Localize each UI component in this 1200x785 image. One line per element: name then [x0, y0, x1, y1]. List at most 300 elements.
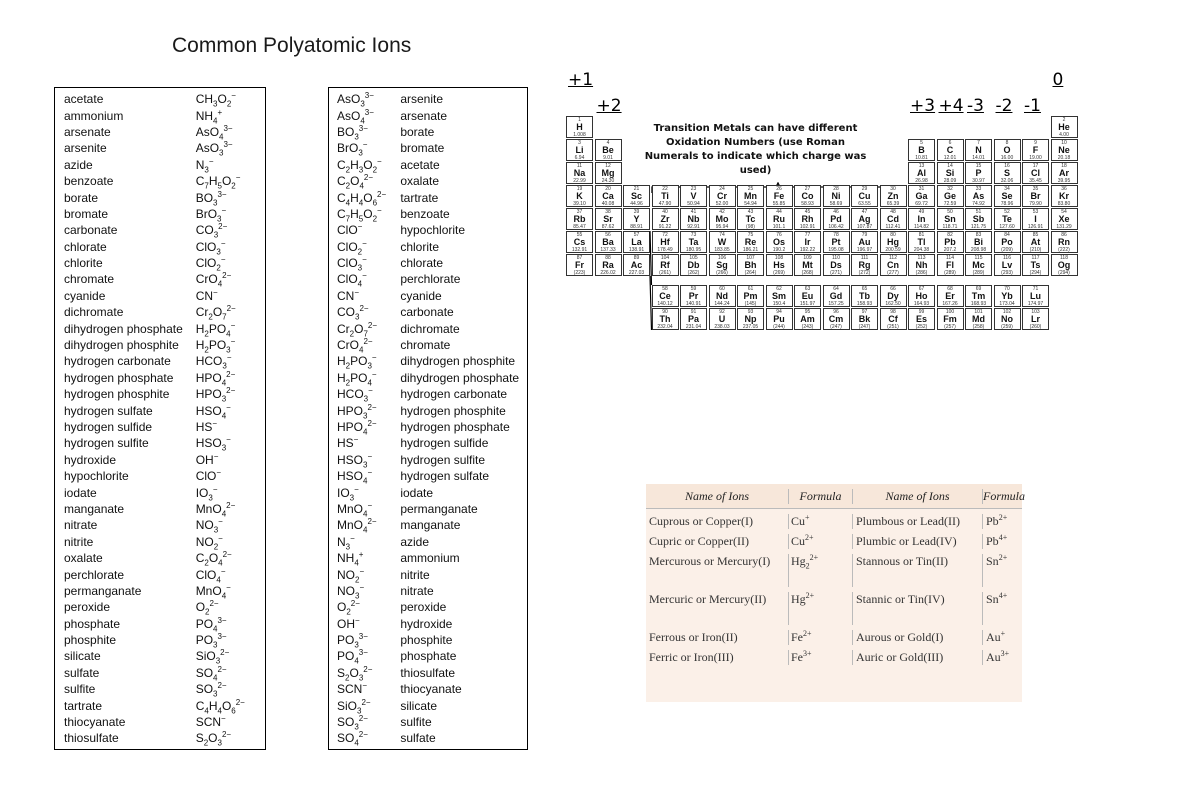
- element-symbol: As: [972, 191, 985, 201]
- ion-formula: $PO_3^{3-}$: [195, 632, 227, 650]
- atomic-mass: 58.93: [801, 201, 814, 207]
- element-sg: [709, 254, 736, 276]
- atomic-number: 55: [576, 232, 583, 238]
- atomic-mass: 192.22: [799, 247, 816, 253]
- atomic-mass: (251): [887, 324, 899, 330]
- atomic-number: 56: [605, 232, 611, 238]
- atomic-number: 91: [690, 309, 697, 315]
- element-symbol: F: [1032, 145, 1039, 155]
- element-tl: [908, 231, 935, 253]
- formula-subscript: 3: [213, 689, 218, 699]
- atomic-number: 40: [662, 209, 668, 215]
- atomic-mass: 107.87: [856, 224, 873, 230]
- ion-formula: $NO_3^-$: [337, 582, 365, 601]
- element-ra: [595, 254, 622, 276]
- formula-subscript: 3: [357, 706, 362, 716]
- element-symbol: Dy: [887, 291, 899, 301]
- atomic-number: 109: [803, 255, 812, 261]
- atomic-mass: 20.18: [1057, 155, 1071, 161]
- atomic-mass: (266): [716, 270, 728, 276]
- element-au: [851, 231, 878, 253]
- element-pr: [680, 285, 707, 307]
- atomic-mass: 39.10: [573, 201, 586, 207]
- atomic-number: 71: [1032, 286, 1039, 292]
- naming-table-header: [646, 484, 1025, 509]
- formula-subscript: 6: [231, 706, 236, 716]
- formula-subscript: 2: [205, 607, 210, 617]
- atomic-mass: (286): [915, 270, 928, 276]
- formula-subscript: 5: [217, 181, 222, 191]
- atomic-mass: 55.85: [772, 201, 786, 207]
- atomic-mass: 102.91: [799, 224, 816, 230]
- atomic-number: 9: [1034, 140, 1037, 146]
- ion-formula: $N_3^-$: [195, 156, 214, 175]
- formula-subscript: 4: [357, 279, 363, 289]
- formula-subscript: 3: [358, 673, 364, 683]
- ion-formula: $NO_2^-$: [337, 566, 365, 584]
- element-symbol: Ar: [1058, 168, 1069, 178]
- element-symbol: Sg: [716, 260, 728, 270]
- element-bi: [965, 231, 992, 253]
- ion-formula: OH−: [195, 451, 219, 467]
- ion-row: [329, 370, 527, 386]
- element-po: [994, 231, 1021, 253]
- atomic-number: 43: [747, 209, 754, 215]
- ion-row: [329, 632, 527, 648]
- element-symbol: Nd: [716, 291, 728, 301]
- atomic-number: 90: [662, 309, 668, 315]
- ion-row: [329, 730, 527, 746]
- atomic-mass: 200.59: [885, 247, 901, 253]
- element-symbol: Be: [602, 145, 614, 155]
- element-symbol: Bk: [858, 314, 871, 324]
- element-symbol: Pb: [944, 237, 956, 247]
- ion-formula: $PO_4^{3-}$: [195, 615, 227, 634]
- formula-charge: 4+: [998, 533, 1008, 542]
- ion-row: [329, 517, 527, 533]
- ion-formula: OH−: [337, 615, 360, 631]
- atomic-number: 4: [606, 140, 610, 146]
- element-db: [680, 254, 707, 276]
- ion-formula: $Pb^{4+}$: [982, 534, 1022, 549]
- atomic-mass: (262): [687, 270, 700, 276]
- element-cf: [880, 308, 907, 330]
- ion-name: hydrogen phosphite: [64, 387, 170, 402]
- element-symbol: Tm: [971, 291, 986, 301]
- ion-formula: $O_2^{2-}$: [195, 599, 219, 617]
- formula-subscript: 2: [204, 345, 209, 355]
- formula-charge: 2−: [367, 419, 377, 428]
- formula-subscript: 3: [204, 165, 209, 175]
- ion-name: thiosulfate: [400, 665, 456, 680]
- ion-name: phosphite: [64, 633, 117, 648]
- element-symbol: Tb: [859, 291, 870, 301]
- element-hs: [766, 254, 793, 276]
- atomic-mass: 4.00: [1059, 132, 1069, 138]
- ion-name: ammonium: [64, 108, 124, 123]
- formula-subscript: 4: [217, 279, 223, 289]
- element-symbol: Al: [917, 168, 926, 178]
- element-na: [566, 162, 593, 184]
- ion-row: [55, 632, 265, 648]
- element-symbol: Kr: [1058, 191, 1069, 201]
- ion-formula: $BO_3^{3-}$: [195, 189, 227, 207]
- atomic-number: 102: [1002, 309, 1012, 315]
- element-ca: [595, 185, 622, 207]
- ion-row: [329, 697, 527, 716]
- ion-formula: $IO_3^-$: [195, 484, 218, 502]
- formula-charge: −: [213, 451, 219, 461]
- atomic-number: 66: [890, 286, 896, 292]
- atomic-number: 19: [576, 186, 583, 192]
- atomic-mass: 54.94: [744, 201, 757, 207]
- ion-formula: $Cr_2O_7^{2-}$: [195, 304, 236, 322]
- element-symbol: Tc: [745, 214, 756, 224]
- element-symbol: In: [917, 214, 926, 224]
- formula-charge: −: [362, 140, 368, 150]
- formula-charge: −: [220, 566, 226, 576]
- ion-row: [55, 222, 265, 238]
- ion-formula: SCN−: [337, 681, 368, 697]
- formula-subscript: 3: [213, 640, 218, 650]
- atomic-mass: 19.00: [1029, 155, 1042, 161]
- element-symbol: Tl: [917, 237, 926, 247]
- ion-formula: $Au^{3+}$: [982, 650, 1022, 665]
- element-mt: [794, 254, 821, 276]
- element-symbol: Mo: [715, 214, 729, 224]
- ion-formula: $C_7H_5O_2^-$: [337, 205, 382, 224]
- formula-subscript: 2: [216, 263, 221, 273]
- ion-formula: Cu+: [788, 514, 852, 529]
- atomic-number: 97: [861, 309, 868, 315]
- element-symbol: Rf: [660, 260, 670, 270]
- formula-subscript: 7: [204, 181, 209, 191]
- ion-row: [55, 189, 265, 205]
- formula-subscript: 4: [345, 197, 351, 207]
- element-zr: [652, 208, 679, 230]
- element-fr: [566, 254, 593, 276]
- element-ce: [652, 285, 679, 307]
- formula-charge: 2−: [226, 369, 236, 379]
- formula-charge: 2−: [226, 304, 236, 314]
- ion-formula: $SO_4^{2-}$: [337, 730, 368, 748]
- atomic-mass: (252): [915, 324, 928, 330]
- atomic-number: 114: [946, 255, 954, 261]
- atomic-mass: (244): [773, 324, 785, 330]
- element-symbol: Ta: [688, 237, 699, 247]
- formula-charge: 2−: [235, 697, 245, 707]
- formula-charge: 2−: [209, 599, 219, 609]
- ion-name: dihydrogen phosphite: [400, 354, 516, 369]
- formula-charge: −: [230, 337, 236, 347]
- formula-subscript: 2: [231, 181, 236, 191]
- atomic-number: 22: [662, 186, 668, 192]
- element-symbol: Ne: [1058, 145, 1070, 155]
- atomic-number: 14: [947, 163, 953, 169]
- atomic-number: 26: [776, 186, 782, 192]
- ion-name: hydroxide: [400, 616, 453, 631]
- atomic-mass: 14.01: [972, 155, 985, 161]
- element-o: [994, 139, 1021, 161]
- formula-charge: −: [362, 681, 368, 691]
- ion-formula: ClO$_3$−: [195, 238, 226, 257]
- header-formula: Formula: [788, 489, 852, 504]
- ion-row: [329, 681, 527, 697]
- atomic-number: 44: [776, 209, 782, 215]
- page-title: Common Polyatomic Ions: [172, 34, 412, 57]
- element-he: [1051, 116, 1078, 138]
- element-symbol: Nb: [687, 214, 700, 224]
- element-fl: [937, 254, 964, 276]
- element-symbol: Sr: [603, 214, 613, 224]
- atomic-number: 12: [605, 163, 611, 169]
- ion-row: [329, 271, 527, 287]
- atomic-number: 16: [1004, 163, 1010, 169]
- element-be: [595, 139, 622, 161]
- atomic-mass: 173.04: [999, 301, 1015, 307]
- ion-name: Plumbic or Lead(IV): [852, 534, 982, 549]
- element-symbol: Ce: [659, 291, 671, 301]
- element-symbol: Db: [687, 260, 700, 270]
- ion-name: permanganate: [64, 583, 142, 598]
- charge-label-group-18: 0: [1052, 70, 1064, 90]
- element-symbol: Hg: [887, 237, 899, 247]
- ion-formula: $Hg^{2+}$: [788, 592, 852, 625]
- ion-formula: ClO$_2$−: [195, 255, 226, 273]
- ion-formula: $PO_3^{3-}$: [337, 632, 368, 650]
- formula-subscript: 2: [203, 738, 209, 748]
- atomic-mass: 140.91: [685, 301, 702, 307]
- ion-formula: ClO$_3$−: [337, 255, 367, 273]
- element-symbol: U: [718, 314, 726, 324]
- atomic-number: 92: [719, 309, 725, 315]
- atomic-number: 116: [1003, 255, 1011, 261]
- header-name-of-ions-2: Name of Ions: [852, 489, 982, 504]
- formula-charge: −: [231, 91, 236, 101]
- element-symbol: Cl: [1031, 168, 1040, 178]
- ion-row: [329, 665, 527, 681]
- element-symbol: Ho: [915, 291, 928, 301]
- element-al: [908, 162, 935, 184]
- atomic-mass: (289): [944, 270, 956, 276]
- element-np: [737, 308, 764, 330]
- atomic-mass: (261): [659, 270, 671, 276]
- formula-subscript: 3: [354, 132, 359, 142]
- atomic-number: 118: [1060, 255, 1068, 261]
- ion-name: iodate: [400, 485, 434, 500]
- formula-subscript: 2: [345, 181, 351, 191]
- element-symbol: Er: [945, 291, 955, 301]
- ion-name: thiocyanate: [64, 715, 126, 730]
- element-ba: [595, 231, 622, 253]
- element-symbol: Yb: [1001, 291, 1013, 301]
- element-bh: [737, 254, 764, 276]
- atomic-number: 82: [947, 232, 953, 238]
- atomic-mass: 207.2: [943, 247, 957, 253]
- ion-row: [329, 468, 527, 484]
- naming-table-body: [646, 509, 1022, 665]
- ion-formula: SCN−: [195, 714, 226, 730]
- formula-charge: 3−: [223, 140, 233, 150]
- ion-name: cyanide: [64, 288, 106, 303]
- ion-row: [329, 189, 527, 205]
- element-ga: [908, 185, 935, 207]
- atomic-mass: 101.1: [772, 224, 786, 230]
- ion-name: phosphate: [400, 649, 457, 664]
- element-symbol: Hf: [660, 237, 670, 247]
- element-symbol: Pr: [688, 291, 699, 301]
- element-symbol: Sm: [771, 291, 786, 301]
- ion-row: [329, 534, 527, 550]
- element-pu: [766, 308, 793, 330]
- ion-formula: $NO_2^-$: [195, 533, 223, 552]
- ion-formula: $NH_4^+$: [195, 107, 223, 125]
- ion-formula: CrO$_4^{2-}$: [195, 271, 232, 289]
- formula-charge: 2+: [998, 513, 1008, 522]
- element-symbol: Fe: [773, 191, 785, 201]
- ion-formula: AsO$_3^{3-}$: [195, 140, 233, 158]
- atomic-number: 7: [977, 140, 980, 146]
- formula-subscript: 3: [215, 656, 221, 666]
- element-symbol: Gd: [829, 291, 843, 301]
- ion-name: manganate: [64, 501, 125, 516]
- element-c: [937, 139, 964, 161]
- formula-charge: 2−: [358, 714, 368, 724]
- element-os: [766, 231, 793, 253]
- atomic-mass: (271): [830, 270, 842, 276]
- ion-row: [55, 517, 265, 533]
- element-ds: [823, 254, 850, 276]
- ion-formula: $O_2^{2-}$: [337, 599, 360, 617]
- atomic-number: 98: [890, 309, 896, 315]
- element-k: [566, 185, 593, 207]
- atomic-mass: 10.81: [915, 155, 928, 161]
- atomic-mass: (243): [801, 324, 814, 330]
- element-cl: [1022, 162, 1049, 184]
- formula-subscript: 4: [226, 329, 231, 339]
- atomic-mass: 138.91: [628, 247, 645, 253]
- element-symbol: Sb: [972, 214, 985, 224]
- atomic-number: 10: [1061, 140, 1067, 146]
- element-s: [994, 162, 1021, 184]
- element-symbol: H: [576, 122, 583, 132]
- atomic-number: 64: [833, 286, 839, 292]
- ion-row: [55, 550, 265, 566]
- element-mo: [709, 208, 736, 230]
- ion-formula: $Hg_2^{2+}$: [788, 554, 852, 587]
- element-symbol: Ds: [830, 260, 842, 270]
- formula-charge: −: [353, 435, 359, 445]
- formula-subscript: 4: [354, 656, 359, 666]
- atomic-number: 81: [918, 232, 925, 238]
- element-cn: [880, 254, 907, 276]
- ion-formula: $C_7H_5O_2^-$: [195, 173, 241, 191]
- element-symbol: Ts: [1030, 260, 1041, 270]
- formula-charge: −: [235, 173, 241, 183]
- atomic-number: 93: [747, 309, 754, 315]
- ion-row: [329, 124, 527, 140]
- element-se: [994, 185, 1021, 207]
- atomic-mass: 78.96: [1000, 201, 1014, 207]
- formula-subscript: 3: [358, 165, 364, 175]
- element-kr: [1051, 185, 1078, 207]
- ion-row: [55, 534, 265, 550]
- formula-charge: 3+: [1000, 649, 1010, 658]
- formula-charge: +: [217, 107, 223, 117]
- atomic-number: 113: [917, 255, 926, 261]
- formula-subscript: 4: [363, 427, 368, 437]
- ion-row: [329, 353, 527, 369]
- formula-subscript: 3: [354, 722, 359, 732]
- element-no: [994, 308, 1021, 330]
- element-symbol: O: [1003, 145, 1011, 155]
- atomic-mass: 196.97: [856, 247, 873, 253]
- element-v: [680, 185, 707, 207]
- formula-charge: −: [357, 222, 363, 232]
- element-nb: [680, 208, 707, 230]
- atomic-number: 38: [605, 209, 611, 215]
- formula-subscript: 4: [367, 378, 372, 388]
- atomic-mass: (294): [1029, 270, 1042, 276]
- element-yb: [994, 285, 1021, 307]
- ion-row: [329, 140, 527, 156]
- element-f: [1022, 139, 1049, 161]
- ion-row: [329, 599, 527, 615]
- atomic-mass: 63.55: [858, 201, 871, 207]
- atomic-mass: 9.01: [603, 155, 613, 161]
- formula-subscript: 4: [218, 558, 223, 568]
- ion-formula: SiO$_3^{2-}$: [337, 697, 371, 716]
- ion-row: [329, 157, 527, 173]
- element-dy: [880, 285, 907, 307]
- ion-name: perchlorate: [64, 567, 125, 582]
- ion-name: hydrogen phosphate: [400, 420, 510, 434]
- ion-row: [329, 239, 527, 255]
- formula-charge: 3−: [217, 189, 227, 199]
- atomic-number: 17: [1032, 163, 1039, 169]
- element-lv: [994, 254, 1021, 276]
- ion-name: arsenate: [400, 108, 448, 123]
- element-ar: [1051, 162, 1078, 184]
- element-symbol: P: [975, 168, 982, 178]
- atomic-mass: 50.94: [687, 201, 700, 207]
- ion-row: [55, 124, 265, 140]
- element-ag: [851, 208, 878, 230]
- element-tm: [965, 285, 992, 307]
- element-symbol: Os: [772, 237, 785, 247]
- element-nd: [709, 285, 736, 307]
- atomic-mass: 95.94: [715, 224, 729, 230]
- element-symbol: Ti: [661, 191, 669, 201]
- element-mn: [737, 185, 764, 207]
- formula-charge: 4+: [998, 591, 1008, 600]
- atomic-number: 36: [1061, 186, 1067, 192]
- formula-charge: −: [354, 287, 360, 297]
- formula-charge: −: [213, 287, 218, 297]
- ion-name: Ferric or Iron(III): [649, 650, 734, 664]
- element-sm: [766, 285, 793, 307]
- ion-row: [329, 222, 527, 238]
- element-symbol: W: [717, 237, 727, 247]
- ion-name: nitrate: [64, 518, 98, 533]
- ion-row: [55, 353, 265, 369]
- formula-subscript: 4: [358, 197, 364, 207]
- atomic-number: 50: [947, 209, 953, 215]
- element-symbol: Es: [915, 314, 927, 324]
- ion-row: [329, 566, 527, 582]
- atomic-mass: 132.91: [571, 247, 588, 253]
- formula-charge: −: [367, 500, 373, 510]
